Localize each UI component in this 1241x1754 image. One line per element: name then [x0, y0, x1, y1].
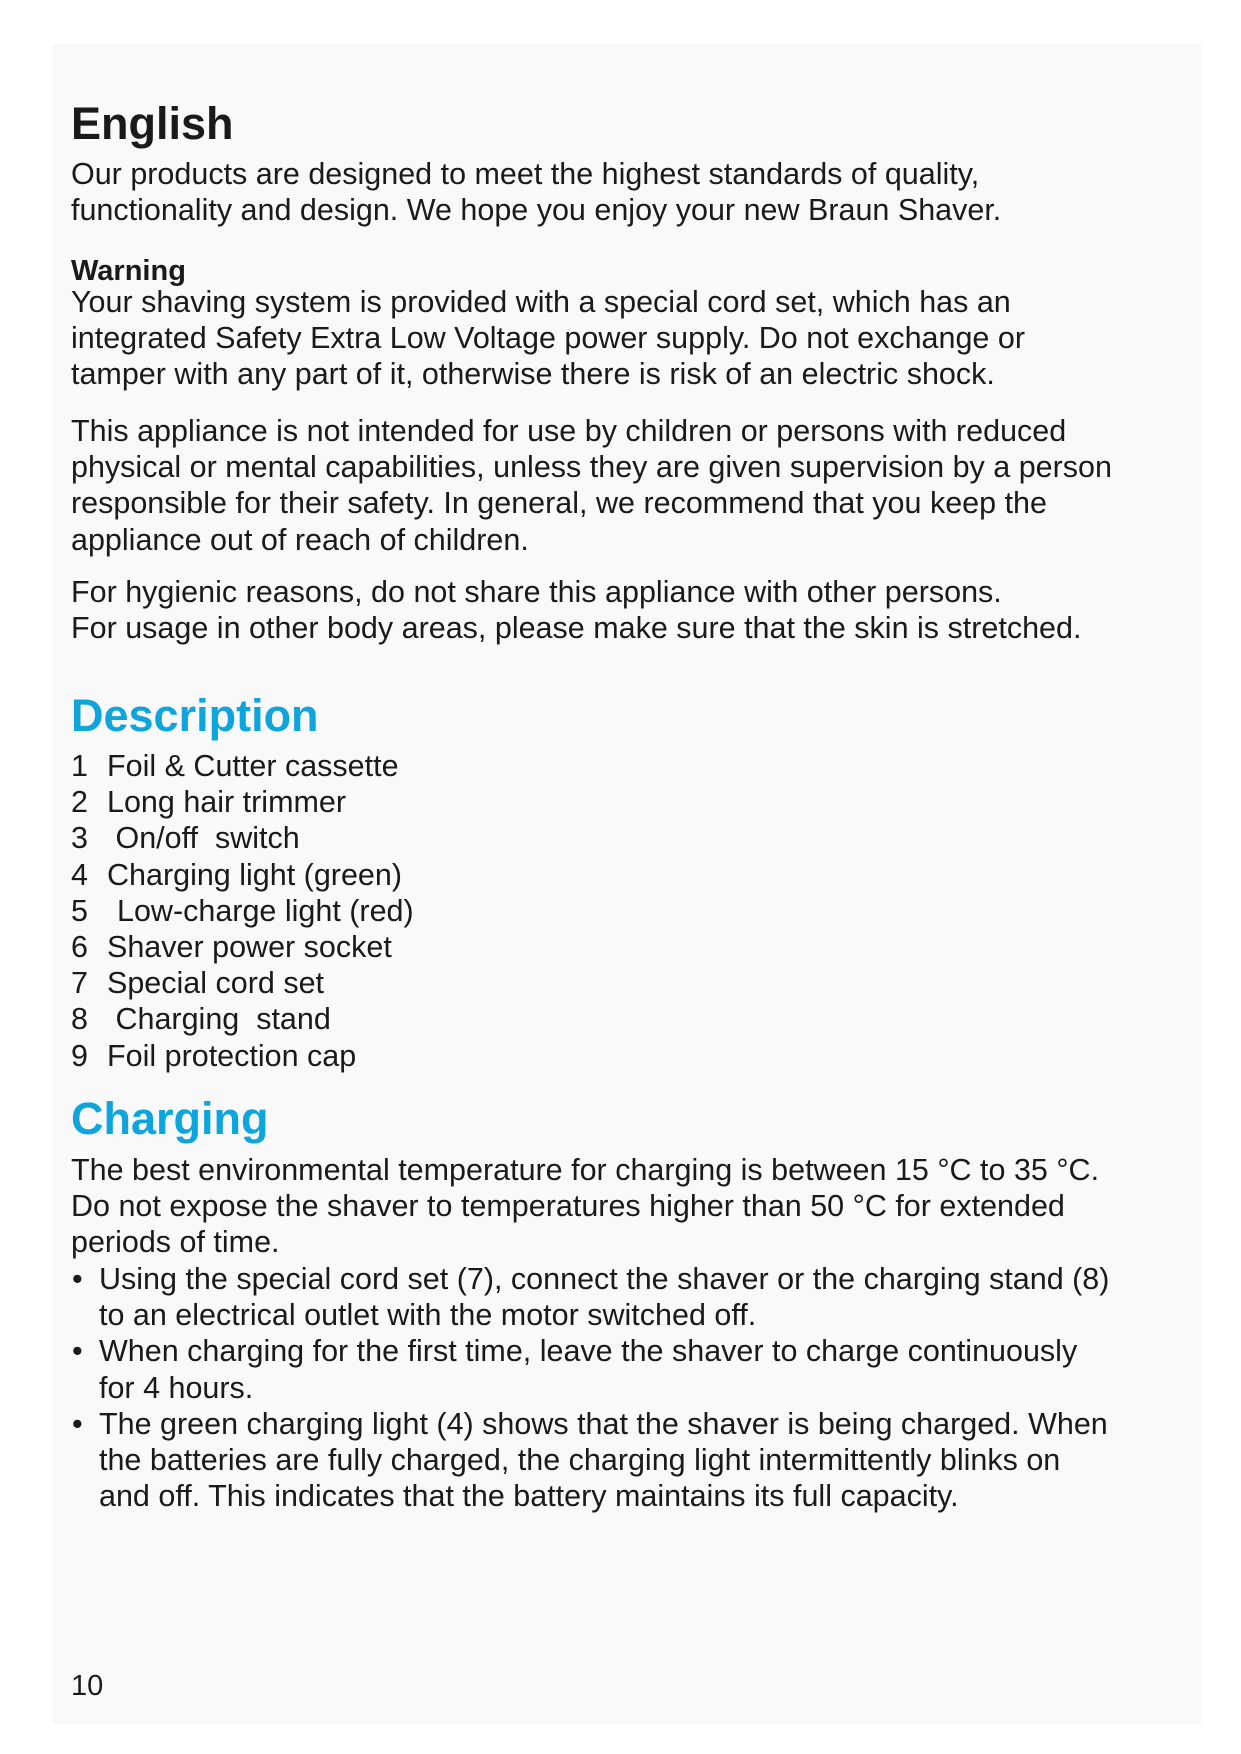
item-label: Foil protection cap	[107, 1038, 357, 1073]
text-line: integrated Safety Extra Low Voltage power supply. Do not exchange or	[71, 321, 1025, 356]
children-paragraph	[71, 413, 1112, 558]
bullet-icon: •	[72, 1262, 83, 1296]
item-label: Low-charge light (red)	[117, 893, 414, 928]
text-line: appliance out of reach of children.	[71, 522, 529, 557]
list-item	[71, 929, 414, 965]
text-line: periods of time.	[71, 1225, 280, 1260]
text-line: and off. This indicates that the battery maintains its full capacity.	[99, 1479, 959, 1514]
text-line: Your shaving system is provided with a special cord set, which has an	[71, 285, 1011, 319]
warning-paragraph	[71, 284, 1025, 393]
list-item	[71, 857, 414, 893]
description-list	[71, 748, 414, 1074]
bullet-item	[71, 1261, 1109, 1333]
text-line: The best environmental temperature for charging is between 15 °C to 35 °C.	[71, 1153, 1100, 1187]
intro-paragraph	[71, 156, 1001, 228]
warning-label: Warning	[71, 255, 186, 287]
charging-bullet-list	[71, 1261, 1109, 1514]
item-number: 4	[71, 857, 88, 892]
item-number: 6	[71, 930, 88, 965]
text-line: the batteries are fully charged, the charging light intermittently blinks on	[99, 1443, 1061, 1478]
list-item	[71, 893, 414, 929]
item-label: On/off switch	[107, 821, 300, 856]
item-number: 3	[71, 821, 88, 856]
charging-intro-paragraph	[71, 1152, 1099, 1261]
text-line: When charging for the first time, leave the shaver to charge continuously	[99, 1334, 1078, 1369]
text-line: Do not expose the shaver to temperatures higher than 50 °C for extended	[71, 1189, 1065, 1224]
page-number: 10	[71, 1670, 104, 1702]
text-line: This appliance is not intended for use by children or persons with reduced	[71, 414, 1067, 448]
list-item	[71, 1038, 414, 1074]
list-item	[71, 748, 414, 784]
bullet-icon: •	[72, 1406, 83, 1441]
hygiene-paragraph	[71, 574, 1081, 646]
list-item	[71, 820, 414, 856]
bullet-icon: •	[72, 1334, 83, 1369]
text-line: for 4 hours.	[99, 1370, 254, 1405]
item-number: 1	[71, 749, 88, 783]
item-label: Charging stand	[107, 1002, 331, 1037]
text-line: to an electrical outlet with the motor switched off.	[99, 1298, 757, 1333]
item-number: 7	[71, 966, 88, 1001]
item-label: Charging light (green)	[107, 857, 402, 892]
list-item	[71, 965, 414, 1001]
item-number: 8	[71, 1002, 88, 1037]
item-label: Foil & Cutter cassette	[107, 749, 399, 783]
text-line: tamper with any part of it, otherwise there is risk of an electric shock.	[71, 357, 995, 392]
text-line: The green charging light (4) shows that the shaver is being charged. When	[99, 1406, 1108, 1441]
list-item	[71, 784, 414, 820]
list-item	[71, 1001, 414, 1037]
text-line: Our products are designed to meet the highest standards of quality,	[71, 157, 980, 191]
english-heading: English	[71, 98, 234, 149]
bullet-item	[71, 1406, 1109, 1515]
text-line: For usage in other body areas, please make sure that the skin is stretched.	[71, 611, 1082, 646]
text-line: Using the special cord set (7), connect the shaver or the charging stand (8)	[99, 1262, 1110, 1296]
text-line: responsible for their safety. In general, we recommend that you keep the	[71, 486, 1047, 521]
item-number: 2	[71, 785, 88, 820]
charging-heading: Charging	[71, 1093, 269, 1144]
item-number: 5	[71, 893, 88, 928]
item-label: Long hair trimmer	[107, 785, 346, 820]
text-line: For hygienic reasons, do not share this appliance with other persons.	[71, 575, 1002, 609]
item-label: Special cord set	[107, 966, 324, 1001]
description-heading: Description	[71, 690, 319, 741]
bullet-item	[71, 1333, 1109, 1405]
item-label: Shaver power socket	[107, 930, 392, 965]
text-line: functionality and design. We hope you enjoy your new Braun Shaver.	[71, 193, 1002, 228]
text-line: physical or mental capabilities, unless they are given supervision by a person	[71, 450, 1112, 485]
item-number: 9	[71, 1038, 88, 1073]
